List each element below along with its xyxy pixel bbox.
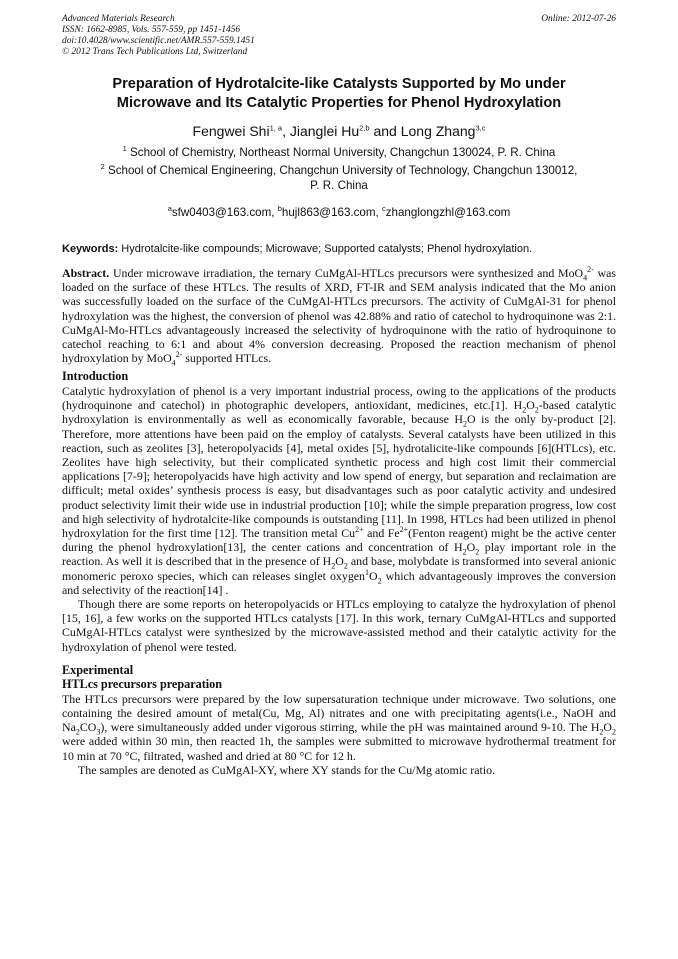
paper-title — [62, 75, 616, 113]
superscript: 2- — [175, 350, 183, 360]
text: CO — [79, 720, 97, 735]
author-separator-and: and — [369, 123, 401, 139]
author-1-affil: 1, a — [269, 123, 283, 133]
text: Catalytic hydroxylation of phenol is a very important industrial process, owing to the applications of the products (hydroquinone and catechol) in photographic developers, antioxidant, medicines, etc.[1]. H — [62, 383, 616, 413]
affiliation-1-number: 1 — [122, 144, 127, 154]
author-3: Long Zhang — [400, 123, 476, 139]
text: O — [603, 720, 612, 735]
superscript: 2- — [587, 265, 594, 275]
text: (Fenton reagent) might be the active center during the phenol hydroxylation[13], the center cations and concentration of H — [62, 525, 616, 555]
text: O — [526, 398, 535, 413]
author-2: Jianglei Hu — [289, 123, 360, 139]
text: play important role in the reaction. As well it is described that in the presence of H — [62, 540, 616, 569]
abstract-text: supported HTLcs. — [182, 351, 272, 366]
subscript: 2 — [343, 561, 348, 571]
author-2-affil: 2,b — [359, 123, 370, 133]
text: O — [335, 554, 344, 569]
text: and Fe — [363, 525, 400, 540]
abstract-text: was loaded on the surface of these HTLcs. The results of XRD, FT-IR and SEM analysis indicated that the Mo anion was successfully loaded on the surface of the CuMgAl-HTLcs precursors. The activity of CuMgAl-31 for phenol hydroxylation was the highest, the conversion of phenol was 42.88% and ratio of catechol to hydroquinone was 2:1. CuMgAl-Mo-HTLcs advantageously increased the selectivity of hydroquinone with the ratio of hydroquinone to catechol reaching to 6:1 and about 4% conversion decreasing. Proposed the reaction mechanism of phenol hydroxylation by MoO — [62, 266, 616, 366]
subsection-heading-htlcs: HTLcs precursors preparation — [62, 677, 223, 692]
subscript: 4 — [583, 273, 588, 283]
email-b-marker: b — [277, 204, 282, 214]
subscript: 3 — [96, 727, 101, 737]
email-c: zhanglongzhl@163.com — [385, 206, 511, 219]
text: ), were simultaneously added under vigorous stirring, while the pH was maintained around 9-10. The H — [100, 720, 600, 735]
intro-paragraph-1 — [62, 384, 616, 597]
text: O — [466, 540, 476, 555]
subscript: 2 — [377, 575, 382, 585]
keywords — [62, 243, 616, 255]
issn-line: ISSN: 1662-8985, Vols. 557-559, pp 1451-1456 — [62, 25, 241, 35]
author-1: Fengwei Shi — [192, 123, 270, 139]
journal-name: Advanced Materials Research — [62, 14, 175, 24]
subscript: 2 — [522, 405, 527, 415]
subscript: 2 — [463, 419, 467, 429]
abstract-label: Abstract. — [62, 266, 110, 280]
superscript: 2+ — [355, 524, 364, 534]
text: The HTLcs precursors were prepared by the low supersaturation technique under microwave. Two solutions, one containing the desired amount of metal(Cu, Mg, Al) nitrates and one with precipitating agents(i.e., NaOH and Na — [62, 691, 616, 735]
text: O is the only by-product [2]. Therefore, more attentions have been paid on the employ of catalysts. Several catalysts have been utilized in this reaction, such as zeolites [3], heteropolyacids [4], metal oxides [5], hydrotalicite-like compounds [6](HTLcs), etc. Zeolites have high selectivity, but their complicated synthetic process and high cost limit their commercial applications [7-9]; heteropolyacids have high activity and low spend of energy, but separation and reclaimation are difficult; metal oxides’ synthesis process is easy, but disadvantages such as poor catalytic activity and undesired product selectivity limit their wide use in industrial production [10]; while the simple preparation progress, low cost and high selectivity of hydrotalcite-like compounds is outstanding [11]. In 1998, HTLcs had been utilized in phenol hydroxylation for the first time [12]. The transition metal Cu — [62, 412, 616, 540]
copyright-line: © 2012 Trans Tech Publications Ltd, Switzerland — [62, 47, 248, 57]
section-heading-introduction: Introduction — [62, 369, 129, 384]
subscript: 2 — [331, 561, 336, 571]
affiliation-1-text: School of Chemistry, Northeast Normal University, Changchun 130024, P. R. China — [126, 146, 556, 159]
experimental-paragraph-1 — [62, 692, 616, 763]
affiliation-1 — [62, 145, 616, 160]
author-3-affil: 3,c — [475, 123, 486, 133]
text: -based catalytic hydroxylation is environmentally as well as economically favorable, because H — [62, 398, 616, 427]
abstract — [62, 265, 616, 368]
author-emails — [62, 206, 616, 219]
subscript: 2 — [599, 727, 604, 737]
subscript: 2 — [612, 727, 616, 737]
affiliation-2-number: 2 — [100, 162, 105, 172]
keywords-text: Hydrotalcite-like compounds; Microwave; Supported catalysts; Phenol hydroxylation. — [118, 243, 533, 255]
email-c-marker: c — [381, 204, 386, 214]
section-heading-experimental: Experimental — [62, 662, 134, 677]
text: O — [369, 568, 378, 583]
text: and base, molybdate is transformed into several anionic monomeric peroxo species, which can releases singlet oxygen — [62, 554, 616, 583]
online-date: Online: 2012-07-26 — [541, 14, 616, 24]
affiliation-2 — [62, 163, 616, 193]
subscript: 4 — [171, 358, 176, 368]
affiliation-2-text: School of Chemical Engineering, Changchun University of Technology, Changchun 130012, — [104, 164, 578, 177]
intro-paragraph-2: Though there are some reports on heteropolyacids or HTLcs employing to catalyze the hydroxylation of phenol [15, 16], a few works on the supported HTLcs catalysts [17]. In this work, ternary CuMgAl-HTLcs and supported CuMgAl-HTLcs catalyst were synthesized by the microwave-assisted method and their catalytic activity for the hydroxylation of phenol were tested. — [62, 596, 616, 654]
superscript: 2+ — [399, 524, 409, 534]
email-a: sfw0403@163.com, — [171, 206, 278, 219]
abstract-text: Under microwave irradiation, the ternary CuMgAl-HTLcs precursors were synthesized and MoO — [109, 266, 584, 280]
text: which advantageously improves the conversion and selectivity of the reaction[14] . — [62, 568, 617, 597]
title-line-2: Microwave and Its Catalytic Properties for Phenol Hydroxylation — [116, 95, 562, 111]
title-line-1: Preparation of Hydrotalcite-like Catalysts Supported by Mo under — [112, 76, 566, 92]
subscript: 2 — [75, 727, 80, 737]
superscript: 1 — [365, 567, 369, 577]
doi-line: doi:10.4028/www.scientific.net/AMR.557-559.1451 — [62, 36, 255, 46]
subscript: 2 — [462, 547, 467, 557]
email-a-marker: a — [167, 204, 172, 214]
subscript: 2 — [534, 405, 539, 415]
text: were added within 30 min, then reacted 1h, the samples were submitted to microwave hydrothermal treatment for 10 min at 70 °C, filtrated, washed and dried at 80 °C for 12 h. — [62, 734, 616, 763]
subscript: 2 — [475, 547, 480, 557]
affiliation-2-country: P. R. China — [310, 179, 368, 192]
paper-page — [62, 14, 616, 777]
author-separator: , — [282, 123, 290, 139]
email-b: hujl863@163.com, — [281, 206, 382, 219]
keywords-label: Keywords: — [62, 243, 119, 255]
journal-header — [62, 14, 616, 58]
experimental-paragraph-2: The samples are denoted as CuMgAl-XY, where XY stands for the Cu/Mg atomic ratio. — [78, 762, 496, 777]
author-list — [62, 122, 616, 140]
